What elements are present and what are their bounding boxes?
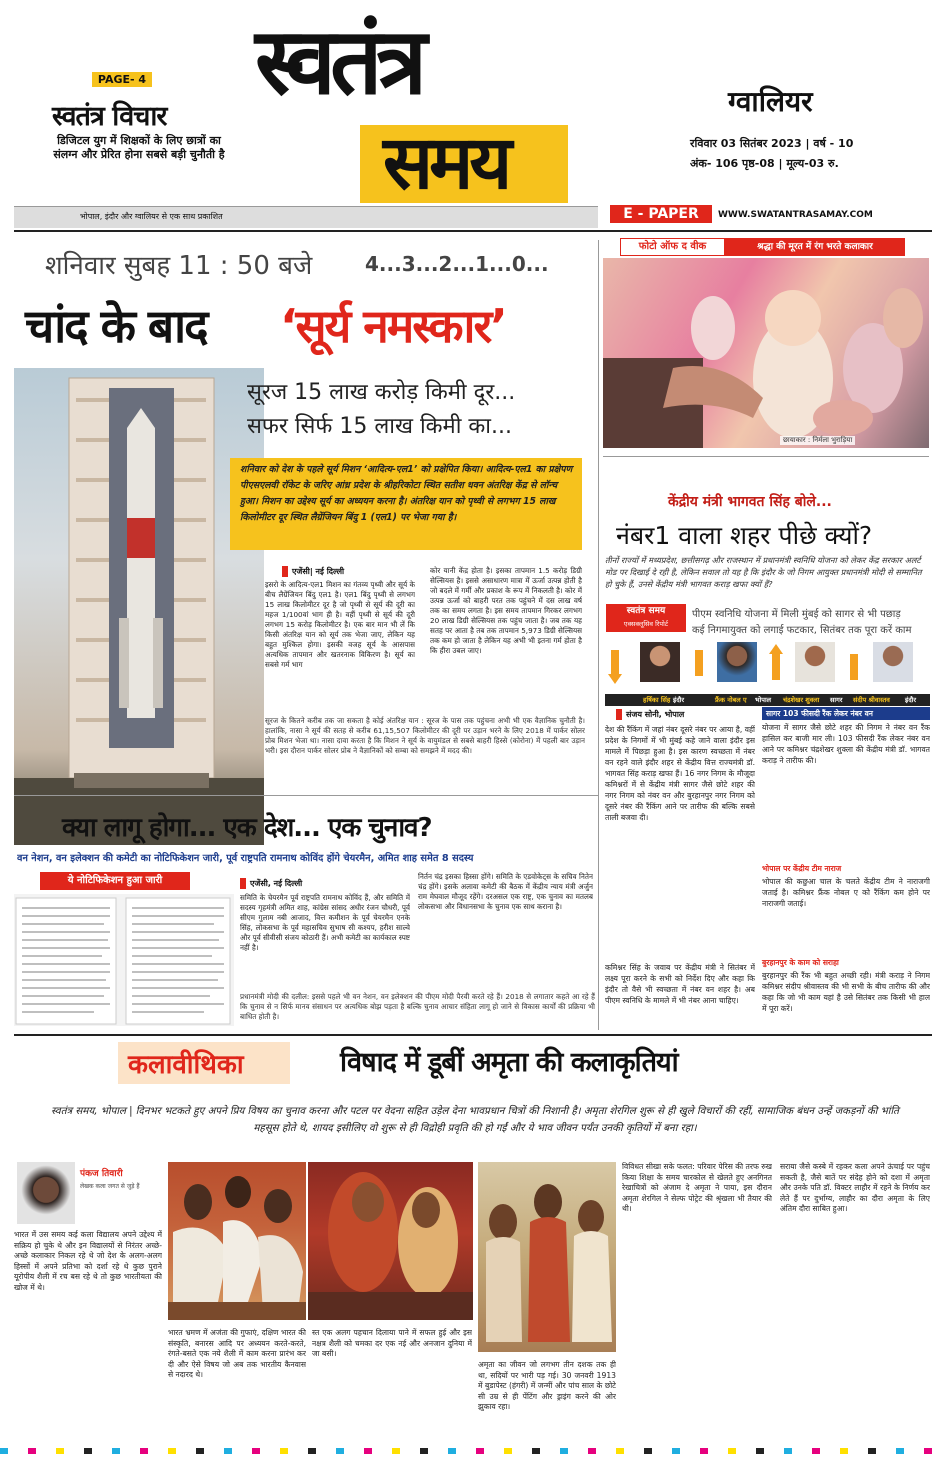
lead-sub1: सूरज 15 लाख करोड़ किमी दूर... bbox=[247, 380, 516, 405]
city-side-c: बुरहानपुर की रैंक भी बहुत अच्छी रही। मंत्री कराड़ ने निगम कमिश्नर संदीप श्रीवास्तव की भी सभी के बीच तारीफ की और कहा कि जो भी काम यहां है उसे सितंबर तक किसी भी हाल में पूरा करें। bbox=[762, 971, 930, 1013]
date-line: रविवार 03 सितंबर 2023 | वर्ष - 10 bbox=[690, 137, 854, 150]
nation-dateline: एजेंसी, नई दिल्ली bbox=[240, 878, 302, 889]
ganesh-photo bbox=[603, 258, 929, 448]
lead-sub2: सफर सिर्फ 15 लाख किमी का... bbox=[247, 414, 512, 439]
city-headline: नंबर1 वाला शहर पीछे क्यों? bbox=[616, 521, 873, 550]
kala-intro: स्वतंत्र समय, भोपाल | दिनभर भटकते हुए अपने प्रिय विषय का चुनाव करना और पटल पर वेदना सहित उड़ेल देना भावप्रधान चित्रों की निशानी है। अमृता शेरगिल शुरू से ही खुले विचारों की रहीं, सामाजिक बंधन उन्हें जकड़नों की भांति महसूस होते थे, शायद इसीलिए वो शुरू से ही विद्रोही प्रवृति की हो गईं और ये भाव जीवन पर्यंत उनकी कृतियों में बना रहा। bbox=[51, 1106, 899, 1134]
epaper-label: E - PAPER bbox=[610, 205, 712, 223]
logo-top: स्वतंत्र bbox=[255, 8, 422, 115]
lead-headline-b: ‘सूर्य नमस्कार’ bbox=[280, 299, 506, 353]
city-col-a: देश की रैंकिंग में जहां नंबर दूसरे नंबर पर आया है, वहीं प्रदेश के निगमों में भी मुंबई कहे जाने वाला इंदौर इस मामले में पिछड़ा हुआ है। इस कारण स्वच्छता में नंबर वन रहने वाले इंदौर शहर से केंद्रीय वित्त राज्यमंत्री डॉ. भागवत सिंह कराड़ खफा हैं। 16 नगर निगम के मौजूदा कमिश्नरों में से केंद्रीय मंत्री सागर जैसे छोटे शहर की नगर निगम को नंबर वन और बुरहानपुर नगर निगम को दूसरे नंबर की रैंकिंग आने पर तारीफ की बल्कि सबसे ताली बजवा दी। bbox=[605, 725, 755, 822]
avatar bbox=[795, 642, 835, 682]
kala-col2: भारत भ्रमण में अजंता की गुफाएं, दक्षिण भारत की संस्कृति, बनारस आदि पर अध्ययन करते-करते, रंगते-बसते एक नये शैली में काम करना प्रारंभ कर दी और ऐसे विषय जो अब तक भारतीय कैनवास से नदारद थे। bbox=[168, 1328, 306, 1380]
city-side-head2: भोपाल पर केंद्रीय टीम नाराज bbox=[762, 864, 842, 873]
logo-bottom: समय bbox=[383, 120, 509, 206]
city-badge bbox=[606, 604, 686, 632]
issue-line: अंक- 106 पृष्ठ-08 | मूल्य-03 रु. bbox=[690, 157, 839, 170]
person-name: हर्षिका सिंह bbox=[643, 696, 671, 704]
page-tag: PAGE- 4 bbox=[92, 72, 152, 87]
person-city: इंदौर bbox=[673, 696, 684, 704]
city-side-a: योजना में सागर जैसे छोटे शहर की निगम ने नंबर वन रैंक हासिल कर बाजी मार ली। 103 फीसदी रैंक लेकर नंबर वन आने पर कमिश्नर चंद्रशेखर शुक्ला की केंद्रीय मंत्री डॉ. भागवत कराड़ ने तारीफ की। bbox=[762, 723, 930, 765]
city-badge-sub: एक्सक्लूसिव रिपोर्ट bbox=[623, 620, 669, 628]
person-city: सागर bbox=[830, 696, 843, 704]
lead-summary: शनिवार को देश के पहले सूर्य मिशन ‘आदित्य-एल1’ को प्रक्षेपित किया। आदित्य-एल1 का प्रक्षेपण पीएसएलवी रॉकेट के जरिए आंध्र प्रदेश के श्रीहरिकोटा स्थित सतीश धवन अंतरिक्ष केंद्र से लॉन्च हुआ। मिशन का उद्देश्य सूर्य का अध्ययन करना है। अंतरिक्ष यान को पृथ्वी से लगभग 15 लाख किलोमीटर दूर स्थित लैग्रेंजियन बिंदु 1 (एल1) पर भेजा गया है। bbox=[240, 464, 573, 523]
website-link[interactable]: WWW.SWATANTRASAMAY.COM bbox=[718, 210, 873, 220]
painting-brahmacharis bbox=[168, 1162, 306, 1320]
kala-col5: विविधत सीखा सके फलत: परिवार पेरिस की तरफ रुख किया शिक्षा के समय चारकोल से खेलते हुए अनगिनत रेखाचित्रों को अंजाम दे अमृता ने पाया, इस दौरान अमृता शेरगिल ने सेल्फ पोट्रेट की श्रृंखला भी तैयार की थी। bbox=[622, 1162, 772, 1214]
lead-countdown: 4...3...2...1...0... bbox=[365, 252, 549, 276]
city-deck1: पीएम स्वनिधि योजना में मिली मुंबई को सागर से भी पछाड़ bbox=[692, 609, 901, 620]
arrow-down-icon bbox=[695, 650, 703, 676]
photo-week-tag: फोटो ऑफ द वीक bbox=[620, 238, 725, 256]
painting-bride bbox=[308, 1162, 473, 1320]
arrow-up-icon bbox=[772, 654, 780, 680]
city-intro: तीनों राज्यों में मध्यप्रदेश, छत्तीसगढ़ और राजस्थान में प्रधानमंत्री स्वनिधि योजना को लेकर केंद्र सरकार अलर्ट मोड पर दिखाई दे रही है, लेकिन सवाल तो यह है कि इंदौर के जो निगम आयुक्त प्रधानमंत्री मोदी से सम्मानित हो चुके हैं, उनसे केंद्रीय मंत्री भागवत कराड़ खफा क्यों हैं? bbox=[605, 555, 922, 589]
city-side-b: भोपाल की कछुआ चाल के चलते केंद्रीय टीम ने नाराजगी जताई है। कमिश्नर फ्रैंक नोबल ए को रैंकिंग कम होने पर नाराजगी जताई। bbox=[762, 877, 930, 908]
rocket-photo bbox=[14, 368, 264, 845]
author-name: पंकज तिवारी bbox=[80, 1169, 123, 1179]
city-kicker: केंद्रीय मंत्री भागवत सिंह बोले... bbox=[668, 494, 832, 510]
nation-col2: निर्तन चंद्र इसका हिस्सा होंगे। समिति के एडवोकेट्स के सचिव नितेन चंद्र होंगे। इसके अलावा कमेटी की बैठक में केंद्रीय न्याय मंत्री अर्जुन राम मेघवाल मौजूद रहेंगे। दरअसल एक राष्ट्र, एक चुनाव का मतलब लोकसभा और विधानसभा के चुनाव एक साथ कराना है। bbox=[418, 872, 593, 911]
nation-headline: क्या लागू होगा... एक देश... एक चुनाव? bbox=[62, 813, 432, 843]
kala-col4: अमृता का जीवन जो लगभग तीन दशक तक ही था, सदियों पर भारी पड़ गई। 30 जनवरी 1913 में बुडापेस्ट (हंगरी) में जन्मीं और पांच साल के छोटे सी उम्र से ही पेंटिंग और ड्राइंग करने की ओर झुकाव रहा। bbox=[478, 1360, 616, 1412]
people-strip bbox=[605, 640, 930, 694]
notice-label: ये नोटिफिकेशन हुआ जारी bbox=[40, 872, 190, 890]
lead-col1: इसरो के आदित्य-एल1 मिशन का गंतव्य पृथ्वी और सूर्य के बीच लैग्रेंजियन बिंदु एल1 है। एल1 बिंदु पृथ्वी से लगभग 15 लाख किलोमीटर दूर है जो पृथ्वी से सूर्य की दूरी का महज 1/100वां भाग ही है। वहीं पृथ्वी से सूर्य की दूरी लगभग 15 करोड़ किलोमीटर है। एक बार मान भी लें कि किसी अंतरिक्ष यान को सूर्य तक भेजा जाए, लेकिन यह बहुत मुश्किल होगा। इसकी वजह सूर्य के आसपास अत्यधिक तापमान और खतरनाक विकिरण है। सूर्य का सबसे गर्म भाग bbox=[265, 580, 415, 669]
city-badge-title: स्वतंत्र समय bbox=[626, 606, 666, 616]
kala-col1: भारत में उस समय कई कला विद्यालय अपने उद्देश्य में सक्रिय हो चुके थे और इन विद्यालयों से निरंतर अच्छे-अच्छे कलाकार निकल रहे थे जो देश के अलग-अलग हिस्सों में अपने प्रतिभा को दर्शा रहे थे कुछ पुराने यूरोपीय शैली में रच बस रहे थे तो कुछ भारतीयता की खोज में थे। bbox=[14, 1230, 162, 1292]
person-name: संदीप श्रीवास्तव bbox=[853, 696, 890, 704]
person-city: इंदौर bbox=[905, 696, 916, 704]
city-col-b: कमिश्नर सिंह के जवाब पर केंद्रीय मंत्री ने सितंबर में लक्ष्य पूरा करने के सभी को निर्देश दिए और कहा कि इंदौर तो वैसे भी स्वच्छता में नंबर वन शहर है। अब पीएम स्वनिधि के मामले में भी नंबर आना चाहिए। bbox=[605, 963, 755, 1005]
avatar bbox=[717, 642, 757, 682]
lead-headline-a: चांद के बाद bbox=[25, 299, 207, 353]
kala-headline: विषाद में डूबीं अमृता की कलाकृतियां bbox=[340, 1047, 678, 1078]
print-registration-bar bbox=[0, 1448, 945, 1454]
avatar bbox=[640, 642, 680, 682]
person-name: फ्रैंक नोबल ए bbox=[715, 696, 747, 704]
author-note: लेखक कला जगत से जुड़े हैं bbox=[80, 1183, 140, 1190]
nation-col1: समिति के चेयरमैन पूर्व राष्ट्रपति रामनाथ कोविंद हैं, और समिति में सदस्य गृहमंत्री अमित शाह, कांग्रेस सांसद अधीर रंजन चौधरी, पूर्व सीएम गुलाम नबी आजाद, वित्त कमीशन के पूर्व चेयरमैन एनके सिंह, लोकसभा के पूर्व महासचिव सुभाष सी कश्यप, हरीश साल्वे और पूर्व सीवीसी संजय कोठारी हैं। अभी कमेटी का कार्यकाल स्पष्ट नहीं है। bbox=[240, 893, 410, 952]
painting-village-women bbox=[478, 1162, 616, 1352]
arrow-down-icon bbox=[611, 650, 619, 676]
photo-credit: छायाकार : निर्मला भुराड़िया bbox=[780, 436, 855, 445]
person-city: भोपाल bbox=[755, 696, 772, 704]
nation-deck: वन नेशन, वन इलेक्शन की कमेटी का नोटिफिकेशन जारी, पूर्व राष्ट्रपति रामनाथ कोविंद होंगे चेयरमैन, अमित शाह समेत 8 सदस्य bbox=[17, 853, 474, 864]
city-side-head: सागर 103 फीसदी रैंक लेकर नंबर वन bbox=[762, 707, 930, 720]
kala-col3: स्त एक अलग पहचान दिलाया पाने में सफल हुई और इस नक्षत्र शैली को चमका दर एक नई और अनजान दुनिया में जा बसी। bbox=[312, 1328, 472, 1359]
photo-week-title: श्रद्धा की मूरत में रंग भरते कलाकार bbox=[725, 238, 905, 256]
edition-city: ग्वालियर bbox=[728, 85, 813, 118]
section-title: स्वतंत्र विचार bbox=[52, 101, 167, 132]
author-photo bbox=[17, 1162, 75, 1224]
notice-document bbox=[14, 894, 234, 1026]
lead-footer: सूरज के कितने करीब तक जा सकता है कोई अंतरिक्ष यान : सूरज के पास तक पहुंचना अभी भी एक वैज्ञानिक चुनौती है। हालांकि, नासा ने सूर्य की सतह से करीब 61,15,507 किलोमीटर की दूरी पर उड़ान भरने के लिए 2018 में पार्कर सोलर प्रोब मिशन भेजा था। नासा दावा करता है कि मिशन ने सूर्य के वायुमंडल से सबसे बाहरी हिस्से (कोरोना) में पहली बार उड़ान भरी। इस दौरान पार्कर सोलर प्रोब ने वैज्ञानिकों को सम्बा को समझने में मदद की। bbox=[265, 716, 585, 755]
nation-footer: प्रधानमंत्री मोदी की दलील: इससे पहले भी वन नेशन, वन इलेक्शन की पीएम मोदी पैरवी करते रहे हैं। 2018 से लगातार कहते आ रहे हैं कि चुनाव से न सिर्फ मानव संसाधन पर अत्यधिक बोझ पड़ता है बल्कि चुनाव आचार संहिता लागू हो जाने से विकास कार्यों की प्रक्रिया भी बाधित होती है। bbox=[240, 992, 595, 1021]
section-teaser: डिजिटल युग में शिक्षकों के लिए छात्रों का संलग्न और प्रेरित होना सबसे बड़ी चुनौती है bbox=[53, 134, 225, 161]
person-name: चंद्रशेखर शुक्ला bbox=[783, 696, 820, 704]
lead-kicker: शनिवार सुबह 11 : 50 बजे bbox=[45, 251, 313, 281]
city-deck2: कई निगमायुक्त को लगाई फटकार, सितंबर तक पूरा करें काम bbox=[692, 625, 912, 636]
avatar bbox=[873, 642, 913, 682]
lead-col2: कोर यानी केंद्र होता है। इसका तापमान 1.5 करोड़ डिग्री सेल्सियस है। इससे असाधारण मात्रा में ऊर्जा उत्पन्न होती है जो बदले में गर्मी और प्रकाश के रूप में निकलती है। कोर में उत्पन्न ऊर्जा को बाहरी परत तक पहुंचने में दस लाख वर्ष तक का समय लगता है। इस समय तापमान गिरकर लगभग 20 लाख डिग्री सेल्सियस तक पहुंच जाता है। जब तक यह सतह पर आता है तब तक तापमान 5,973 डिग्री सेल्सियस तक कम हो जाता है लेकिन यह अभी भी इतना गर्म होता है कि हीरा उबल जाए। bbox=[430, 566, 582, 655]
people-names bbox=[605, 694, 930, 706]
kala-col6: सराया जैसे कस्बे में रहकर कला अपने ऊंचाई पर पहुंच सकती है, जैसे बातें पर संदेह होने को दशा में अमृता और उनके पति डॉ. विक्टर लाहौर में रहने के निर्णय कर लेते हैं पर दुर्भाग्य, लाहौर का दौरा अमृता के लिए अंतिम दौरा साबित हुआ। bbox=[780, 1162, 930, 1214]
lead-dateline: एजेंसी| नई दिल्ली bbox=[282, 566, 344, 577]
city-byline: संजय सोनी, भोपाल bbox=[616, 709, 684, 720]
kala-label: कलावीथिका bbox=[128, 1050, 244, 1080]
publish-line: भोपाल, इंदौर और ग्वालियर से एक साथ प्रकाशित bbox=[80, 212, 223, 221]
arrow-up-icon bbox=[850, 654, 858, 680]
city-side-head3: बुरहानपुर के काम को सराहा bbox=[762, 958, 839, 967]
